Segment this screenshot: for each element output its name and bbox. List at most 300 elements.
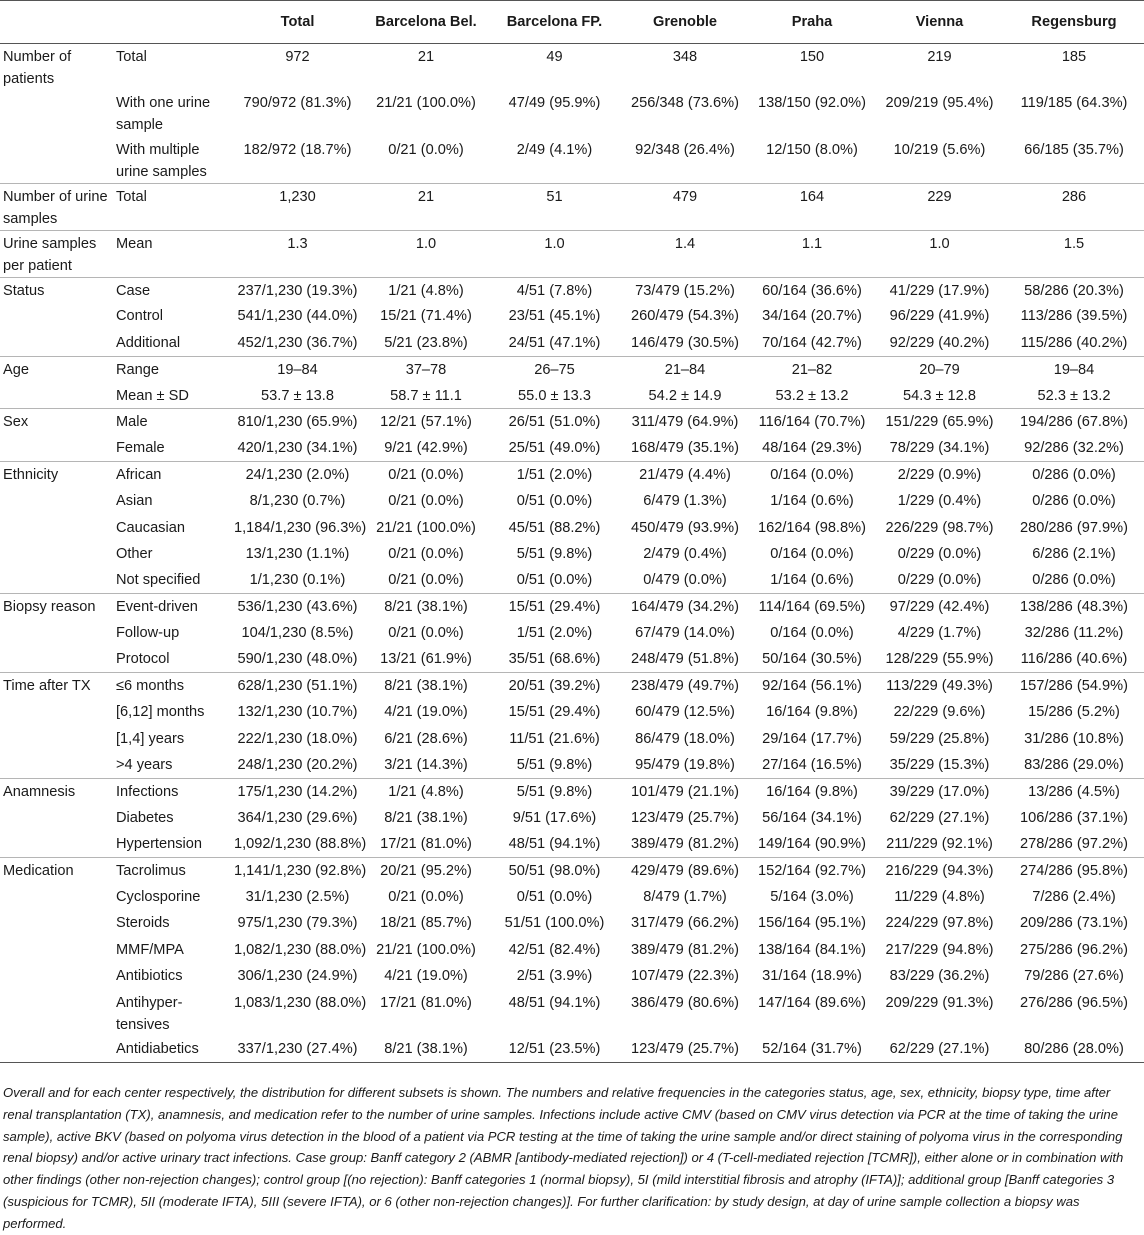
value-cell: 5/51 (9.8%) <box>516 757 593 774</box>
value-cell: 164 <box>749 183 875 230</box>
value-cell: 21–84 <box>621 356 749 382</box>
header-cell: Vienna <box>875 1 1004 44</box>
value-cell: 15/21 (71.4%) <box>380 308 472 325</box>
value-cell: 276/286 (96.5%) <box>1020 994 1128 1011</box>
row-label: Mean <box>111 230 231 277</box>
value-cell: 2/49 (4.1%) <box>516 141 593 158</box>
value-cell: 83/286 (29.0%) <box>1024 757 1124 774</box>
value-cell: 1/51 (2.0%) <box>488 462 621 488</box>
row-label: Female <box>116 440 165 457</box>
value-cell: 104/1,230 (8.5%) <box>241 625 354 642</box>
value-cell: 194/286 (67.8%) <box>1004 409 1144 435</box>
value-cell: 0/21 (0.0%) <box>388 141 464 158</box>
value-cell: 147/164 (89.6%) <box>758 994 866 1011</box>
category-label: Biopsy reason <box>0 594 111 620</box>
value-cell: 389/479 (81.2%) <box>631 836 739 853</box>
table-row <box>0 937 1144 963</box>
value-cell: 62/229 (27.1%) <box>889 809 990 826</box>
table-row <box>0 488 1144 514</box>
value-cell: 229 <box>875 183 1004 230</box>
value-cell: 1/1,230 (0.1%) <box>249 572 346 589</box>
category-label <box>0 699 111 725</box>
value-cell: 21–82 <box>749 356 875 382</box>
value-cell: 4/21 (19.0%) <box>384 968 468 985</box>
value-cell: 590/1,230 (48.0%) <box>237 651 358 668</box>
value-cell: 20/51 (39.2%) <box>488 673 621 699</box>
row-label: Steroids <box>116 915 170 932</box>
row-label: Other <box>116 545 153 562</box>
value-cell: 0/229 (0.0%) <box>897 545 982 562</box>
value-cell: 51 <box>488 183 621 230</box>
value-cell: 975/1,230 (79.3%) <box>237 915 358 932</box>
value-cell: 185 <box>1061 49 1087 65</box>
value-cell: 128/229 (55.9%) <box>885 651 994 668</box>
value-cell: 37–78 <box>364 356 488 382</box>
value-cell: 222/1,230 (18.0%) <box>237 730 358 747</box>
category-label <box>0 383 111 409</box>
value-cell: 1.0 <box>875 230 1004 277</box>
value-cell: 8/21 (38.1%) <box>364 1036 488 1062</box>
value-cell: 972 <box>285 49 310 65</box>
value-cell: 22/229 (9.6%) <box>893 704 986 721</box>
value-cell: 4/229 (1.7%) <box>897 625 982 642</box>
table-row <box>0 44 1144 91</box>
value-cell: 0/21 (0.0%) <box>364 462 488 488</box>
value-cell: 92/229 (40.2%) <box>889 334 990 351</box>
table-row <box>0 594 1144 620</box>
value-cell: 60/164 (36.6%) <box>749 277 875 303</box>
value-cell: 810/1,230 (65.9%) <box>231 409 364 435</box>
value-cell: 23/51 (45.1%) <box>508 308 601 325</box>
row-label: Total <box>116 49 147 65</box>
value-cell: 96/229 (41.9%) <box>889 308 990 325</box>
value-cell: 83/229 (36.2%) <box>889 968 990 985</box>
value-cell: 1/51 (2.0%) <box>516 625 593 642</box>
table-row <box>0 831 1144 857</box>
table-row <box>0 435 1144 461</box>
value-cell: 0/51 (0.0%) <box>516 572 593 589</box>
row-label: With one urine sample <box>116 95 211 133</box>
category-label <box>0 963 111 989</box>
value-cell: 20–79 <box>875 356 1004 382</box>
category-label: Age <box>0 356 111 382</box>
value-cell: 1/21 (4.8%) <box>364 778 488 804</box>
value-cell: 24/1,230 (2.0%) <box>231 462 364 488</box>
value-cell: 15/51 (29.4%) <box>488 594 621 620</box>
category-label <box>0 831 111 857</box>
value-cell: 790/972 (81.3%) <box>243 95 352 111</box>
table-row <box>0 330 1144 356</box>
value-cell: 52.3 ± 13.2 <box>1037 387 1111 404</box>
category-label <box>0 646 111 672</box>
table-row <box>0 699 1144 725</box>
value-cell: 56/164 (34.1%) <box>762 809 862 826</box>
value-cell: 21/21 (100.0%) <box>376 95 476 111</box>
value-cell: 348 <box>672 49 698 65</box>
row-label: Cyclosporine <box>116 888 201 905</box>
row-label: Antibiotics <box>116 968 183 985</box>
value-cell: 123/479 (25.7%) <box>621 1036 749 1062</box>
row-label: African <box>111 462 231 488</box>
category-label <box>0 137 111 184</box>
value-cell: 6/21 (28.6%) <box>384 730 468 747</box>
value-cell: 151/229 (65.9%) <box>875 409 1004 435</box>
value-cell: 86/479 (18.0%) <box>635 730 735 747</box>
value-cell: 53.2 ± 13.2 <box>775 387 849 404</box>
value-cell: 16/164 (9.8%) <box>766 704 858 721</box>
value-cell: 138/150 (92.0%) <box>758 95 866 111</box>
value-cell: 13/286 (4.5%) <box>1004 778 1144 804</box>
value-cell: 51/51 (100.0%) <box>504 915 605 932</box>
value-cell: 274/286 (95.8%) <box>1004 858 1144 884</box>
value-cell: 70/164 (42.7%) <box>762 334 862 351</box>
row-label: Total <box>111 183 231 230</box>
value-cell: 50/164 (30.5%) <box>762 651 862 668</box>
value-cell: 286 <box>1004 183 1144 230</box>
value-cell: 536/1,230 (43.6%) <box>231 594 364 620</box>
value-cell: 17/21 (81.0%) <box>380 836 472 853</box>
row-label: Asian <box>116 493 153 510</box>
value-cell: 8/21 (38.1%) <box>364 594 488 620</box>
value-cell: 450/479 (93.9%) <box>631 519 739 536</box>
value-cell: 1.1 <box>749 230 875 277</box>
value-cell: 209/219 (95.4%) <box>885 95 994 111</box>
table-body <box>0 44 1144 1063</box>
row-label: Hypertension <box>116 836 202 853</box>
value-cell: 541/1,230 (44.0%) <box>237 308 358 325</box>
value-cell: 12/21 (57.1%) <box>364 409 488 435</box>
value-cell: 107/479 (22.3%) <box>631 968 739 985</box>
row-label: Antihyper-tensives <box>116 994 183 1033</box>
value-cell: 114/164 (69.5%) <box>749 594 875 620</box>
category-label <box>0 90 111 137</box>
category-label <box>0 805 111 831</box>
value-cell: 48/51 (94.1%) <box>508 836 601 853</box>
table-row <box>0 884 1144 910</box>
value-cell: 26/51 (51.0%) <box>488 409 621 435</box>
value-cell: 132/1,230 (10.7%) <box>237 704 358 721</box>
value-cell: 21/21 (100.0%) <box>376 519 476 536</box>
value-cell: 48/51 (94.1%) <box>508 994 601 1011</box>
value-cell: 1.0 <box>364 230 488 277</box>
value-cell: 54.2 ± 14.9 <box>648 387 722 404</box>
value-cell: 19–84 <box>231 356 364 382</box>
value-cell: 97/229 (42.4%) <box>875 594 1004 620</box>
value-cell: 138/164 (84.1%) <box>758 941 866 958</box>
table-row <box>0 383 1144 409</box>
value-cell: 20/21 (95.2%) <box>364 858 488 884</box>
category-label: Status <box>0 277 111 303</box>
value-cell: 256/348 (73.6%) <box>631 95 739 111</box>
value-cell: 48/164 (29.3%) <box>762 440 862 457</box>
value-cell: 0/21 (0.0%) <box>388 493 464 510</box>
value-cell: 219 <box>927 49 952 65</box>
value-cell: 15/51 (29.4%) <box>508 704 601 721</box>
value-cell: 1.0 <box>488 230 621 277</box>
value-cell: 150 <box>799 49 825 65</box>
value-cell: 8/21 (38.1%) <box>364 673 488 699</box>
value-cell: 106/286 (37.1%) <box>1020 809 1128 826</box>
value-cell: 156/164 (95.1%) <box>758 915 866 932</box>
value-cell: 21/21 (100.0%) <box>376 941 476 958</box>
value-cell: 21 <box>417 49 435 65</box>
value-cell: 10/219 (5.6%) <box>893 141 986 158</box>
value-cell: 21/479 (4.4%) <box>621 462 749 488</box>
value-cell: 13/21 (61.9%) <box>380 651 472 668</box>
value-cell: 1.4 <box>621 230 749 277</box>
value-cell: 113/229 (49.3%) <box>875 673 1004 699</box>
category-label <box>0 726 111 752</box>
value-cell: 31/286 (10.8%) <box>1024 730 1124 747</box>
value-cell: 217/229 (94.8%) <box>885 941 994 958</box>
category-label <box>0 567 111 593</box>
table-row <box>0 858 1144 884</box>
value-cell: 31/164 (18.9%) <box>762 968 862 985</box>
value-cell: 0/286 (0.0%) <box>1032 572 1116 589</box>
value-cell: 78/229 (34.1%) <box>889 440 990 457</box>
value-cell: 280/286 (97.9%) <box>1020 519 1128 536</box>
row-label: Tacrolimus <box>111 858 231 884</box>
value-cell: 175/1,230 (14.2%) <box>231 778 364 804</box>
value-cell: 5/51 (9.8%) <box>516 545 593 562</box>
table-row <box>0 183 1144 230</box>
value-cell: 4/21 (19.0%) <box>384 704 468 721</box>
table-row <box>0 726 1144 752</box>
header-cell <box>0 1 111 44</box>
value-cell: 42/51 (82.4%) <box>508 941 601 958</box>
value-cell: 17/21 (81.0%) <box>380 994 472 1011</box>
row-label: Diabetes <box>116 809 174 826</box>
value-cell: 386/479 (80.6%) <box>631 994 739 1011</box>
value-cell: 11/229 (4.8%) <box>894 888 985 905</box>
table-row <box>0 409 1144 435</box>
category-label <box>0 330 111 356</box>
value-cell: 168/479 (35.1%) <box>631 440 739 457</box>
value-cell: 452/1,230 (36.7%) <box>237 334 358 351</box>
value-cell: 209/229 (91.3%) <box>885 994 994 1011</box>
value-cell: 58.7 ± 11.1 <box>390 387 462 404</box>
table-row <box>0 673 1144 699</box>
value-cell: 0/479 (0.0%) <box>643 572 727 589</box>
value-cell: 224/229 (97.8%) <box>885 915 994 932</box>
value-cell: 12/150 (8.0%) <box>766 141 858 158</box>
value-cell: 2/479 (0.4%) <box>643 545 727 562</box>
value-cell: 26–75 <box>488 356 621 382</box>
value-cell: 35/51 (68.6%) <box>508 651 601 668</box>
table-row <box>0 778 1144 804</box>
table-row <box>0 541 1144 567</box>
value-cell: 0/21 (0.0%) <box>388 888 464 905</box>
table-row <box>0 137 1144 184</box>
value-cell: 24/51 (47.1%) <box>508 334 601 351</box>
value-cell: 4/51 (7.8%) <box>488 277 621 303</box>
value-cell: 389/479 (81.2%) <box>631 941 739 958</box>
value-cell: 429/479 (89.6%) <box>621 858 749 884</box>
table-row <box>0 752 1144 778</box>
row-label: Case <box>111 277 231 303</box>
row-label: Follow-up <box>116 625 180 642</box>
value-cell: 13/1,230 (1.1%) <box>245 545 350 562</box>
value-cell: 0/21 (0.0%) <box>388 545 464 562</box>
value-cell: 123/479 (25.7%) <box>631 809 739 826</box>
category-label <box>0 620 111 646</box>
value-cell: 0/21 (0.0%) <box>388 572 464 589</box>
value-cell: 116/164 (70.7%) <box>749 409 875 435</box>
value-cell: 211/229 (92.1%) <box>886 836 993 853</box>
value-cell: 16/164 (9.8%) <box>749 778 875 804</box>
value-cell: 1.3 <box>231 230 364 277</box>
row-label: ≤6 months <box>111 673 231 699</box>
value-cell: 39/229 (17.0%) <box>875 778 1004 804</box>
value-cell: 1,184/1,230 (96.3%) <box>234 519 367 536</box>
header-cell: Barcelona FP. <box>488 1 621 44</box>
value-cell: 248/479 (51.8%) <box>631 651 739 668</box>
value-cell: 1/164 (0.6%) <box>770 572 854 589</box>
category-label <box>0 990 111 1037</box>
value-cell: 35/229 (15.3%) <box>889 757 990 774</box>
category-label <box>0 910 111 936</box>
value-cell: 0/51 (0.0%) <box>516 493 593 510</box>
value-cell: 115/286 (40.2%) <box>1020 334 1128 351</box>
value-cell: 149/164 (90.9%) <box>758 836 866 853</box>
category-label: Number of patients <box>3 49 72 87</box>
value-cell: 119/185 (64.3%) <box>1020 95 1128 111</box>
value-cell: 209/286 (73.1%) <box>1020 915 1128 932</box>
value-cell: 6/479 (1.3%) <box>643 493 727 510</box>
header-row <box>0 1 1144 44</box>
value-cell: 45/51 (88.2%) <box>508 519 601 536</box>
table-row <box>0 620 1144 646</box>
value-cell: 8/1,230 (0.7%) <box>249 493 346 510</box>
value-cell: 101/479 (21.1%) <box>621 778 749 804</box>
category-label: Ethnicity <box>0 462 111 488</box>
value-cell: 58/286 (20.3%) <box>1004 277 1144 303</box>
category-label <box>0 541 111 567</box>
value-cell: 2/229 (0.9%) <box>875 462 1004 488</box>
row-label: Control <box>116 308 164 325</box>
row-label: Not specified <box>116 572 201 589</box>
header-cell: Barcelona Bel. <box>364 1 488 44</box>
value-cell: 27/164 (16.5%) <box>762 757 862 774</box>
value-cell: 18/21 (85.7%) <box>380 915 472 932</box>
value-cell: 337/1,230 (27.4%) <box>231 1036 364 1062</box>
row-label: Infections <box>111 778 231 804</box>
value-cell: 0/164 (0.0%) <box>770 625 854 642</box>
value-cell: 1,082/1,230 (88.0%) <box>234 941 367 958</box>
value-cell: 12/51 (23.5%) <box>488 1036 621 1062</box>
value-cell: 162/164 (98.8%) <box>758 519 866 536</box>
row-label: Additional <box>116 334 181 351</box>
table-row <box>0 90 1144 137</box>
row-label: [6,12] months <box>116 704 205 721</box>
value-cell: 21 <box>364 183 488 230</box>
value-cell: 420/1,230 (34.1%) <box>237 440 358 457</box>
value-cell: 8/479 (1.7%) <box>643 888 727 905</box>
value-cell: 479 <box>621 183 749 230</box>
value-cell: 306/1,230 (24.9%) <box>237 968 358 985</box>
value-cell: 11/51 (21.6%) <box>509 730 600 747</box>
value-cell: 66/185 (35.7%) <box>1024 141 1124 158</box>
value-cell: 67/479 (14.0%) <box>635 625 735 642</box>
table-row <box>0 462 1144 488</box>
value-cell: 1,230 <box>231 183 364 230</box>
row-label: >4 years <box>116 757 173 774</box>
value-cell: 6/286 (2.1%) <box>1032 545 1116 562</box>
value-cell: 9/51 (17.6%) <box>512 809 597 826</box>
category-label: Medication <box>0 858 111 884</box>
table-footnote: Overall and for each center respectively, the distribution for different subsets is shown. The numbers and relative frequencies in the categories status, age, sex, ethnicity, biopsy type, time after renal transplantation (TX), anamnesis, and medication refer to the number of urine samples. Infections include active CMV (based on CMV virus detection via PCR at the time of taking the urine sample), active BKV (based on polyoma virus detection in the blood of a patient via PCR testing at the time of taking the urine sample and/or direct staining of polyoma virus in the corresponding renal biopsy) and/or active urinary tract infections. Case group: Banff category 2 (ABMR [antibody-mediated rejection]) or 4 (T-cell-mediated rejection [TCMR]), either alone or in combination with other findings (other non-rejection changes); control group [(no rejection): Banff categories 1 (normal biopsy), 5I (mild interstitial fibrosis and atrophy (IFTA)]; additional group [Banff categories 3 (suspicious for TCMR), 5II (moderate IFTA), 5III (severe IFTA), or 6 (other non-rejection changes)]. For further clarification: by study design, at day of urine sample collection a biopsy was performed. <box>3 1085 1124 1231</box>
value-cell: 62/229 (27.1%) <box>875 1036 1004 1062</box>
value-cell: 1/164 (0.6%) <box>770 493 854 510</box>
value-cell: 182/972 (18.7%) <box>243 141 352 158</box>
value-cell: 73/479 (15.2%) <box>621 277 749 303</box>
table-row <box>0 910 1144 936</box>
category-label <box>0 752 111 778</box>
value-cell: 0/51 (0.0%) <box>516 888 593 905</box>
value-cell: 0/229 (0.0%) <box>897 572 982 589</box>
value-cell: 164/479 (34.2%) <box>621 594 749 620</box>
value-cell: 52/164 (31.7%) <box>749 1036 875 1062</box>
value-cell: 628/1,230 (51.1%) <box>231 673 364 699</box>
value-cell: 216/229 (94.3%) <box>875 858 1004 884</box>
header-cell: Regensburg <box>1004 1 1144 44</box>
value-cell: 5/21 (23.8%) <box>384 334 468 351</box>
category-label: Time after TX <box>0 673 111 699</box>
value-cell: 364/1,230 (29.6%) <box>237 809 358 826</box>
value-cell: 0/164 (0.0%) <box>749 462 875 488</box>
table-row <box>0 277 1144 303</box>
row-label: Range <box>111 356 231 382</box>
table-row <box>0 805 1144 831</box>
value-cell: 19–84 <box>1004 356 1144 382</box>
category-label <box>0 303 111 329</box>
value-cell: 34/164 (20.7%) <box>762 308 862 325</box>
value-cell: 15/286 (5.2%) <box>1028 704 1120 721</box>
value-cell: 41/229 (17.9%) <box>875 277 1004 303</box>
row-label: Mean ± SD <box>116 387 189 404</box>
category-label: Sex <box>0 409 111 435</box>
value-cell: 157/286 (54.9%) <box>1004 673 1144 699</box>
value-cell: 275/286 (96.2%) <box>1020 941 1128 958</box>
value-cell: 47/49 (95.9%) <box>508 95 601 111</box>
value-cell: 2/51 (3.9%) <box>516 968 593 985</box>
value-cell: 260/479 (54.3%) <box>631 308 739 325</box>
row-label: Male <box>111 409 231 435</box>
value-cell: 9/21 (42.9%) <box>384 440 468 457</box>
category-label <box>0 435 111 461</box>
value-cell: 1/229 (0.4%) <box>897 493 982 510</box>
table-row <box>0 1036 1144 1062</box>
value-cell: 25/51 (49.0%) <box>508 440 601 457</box>
value-cell: 79/286 (27.6%) <box>1024 968 1124 985</box>
value-cell: 138/286 (48.3%) <box>1004 594 1144 620</box>
value-cell: 1,083/1,230 (88.0%) <box>234 994 367 1011</box>
table-row <box>0 646 1144 672</box>
value-cell: 1,141/1,230 (92.8%) <box>231 858 364 884</box>
value-cell: 59/229 (25.8%) <box>889 730 990 747</box>
value-cell: 80/286 (28.0%) <box>1004 1036 1144 1062</box>
value-cell: 95/479 (19.8%) <box>635 757 735 774</box>
category-label <box>0 884 111 910</box>
row-label: [1,4] years <box>116 730 185 747</box>
table-row <box>0 303 1144 329</box>
value-cell: 54.3 ± 12.8 <box>903 387 976 404</box>
table-row <box>0 230 1144 277</box>
value-cell: 116/286 (40.6%) <box>1020 651 1128 668</box>
row-label: Caucasian <box>116 519 185 536</box>
row-label: With multiple urine samples <box>116 141 207 180</box>
value-cell: 226/229 (98.7%) <box>885 519 994 536</box>
